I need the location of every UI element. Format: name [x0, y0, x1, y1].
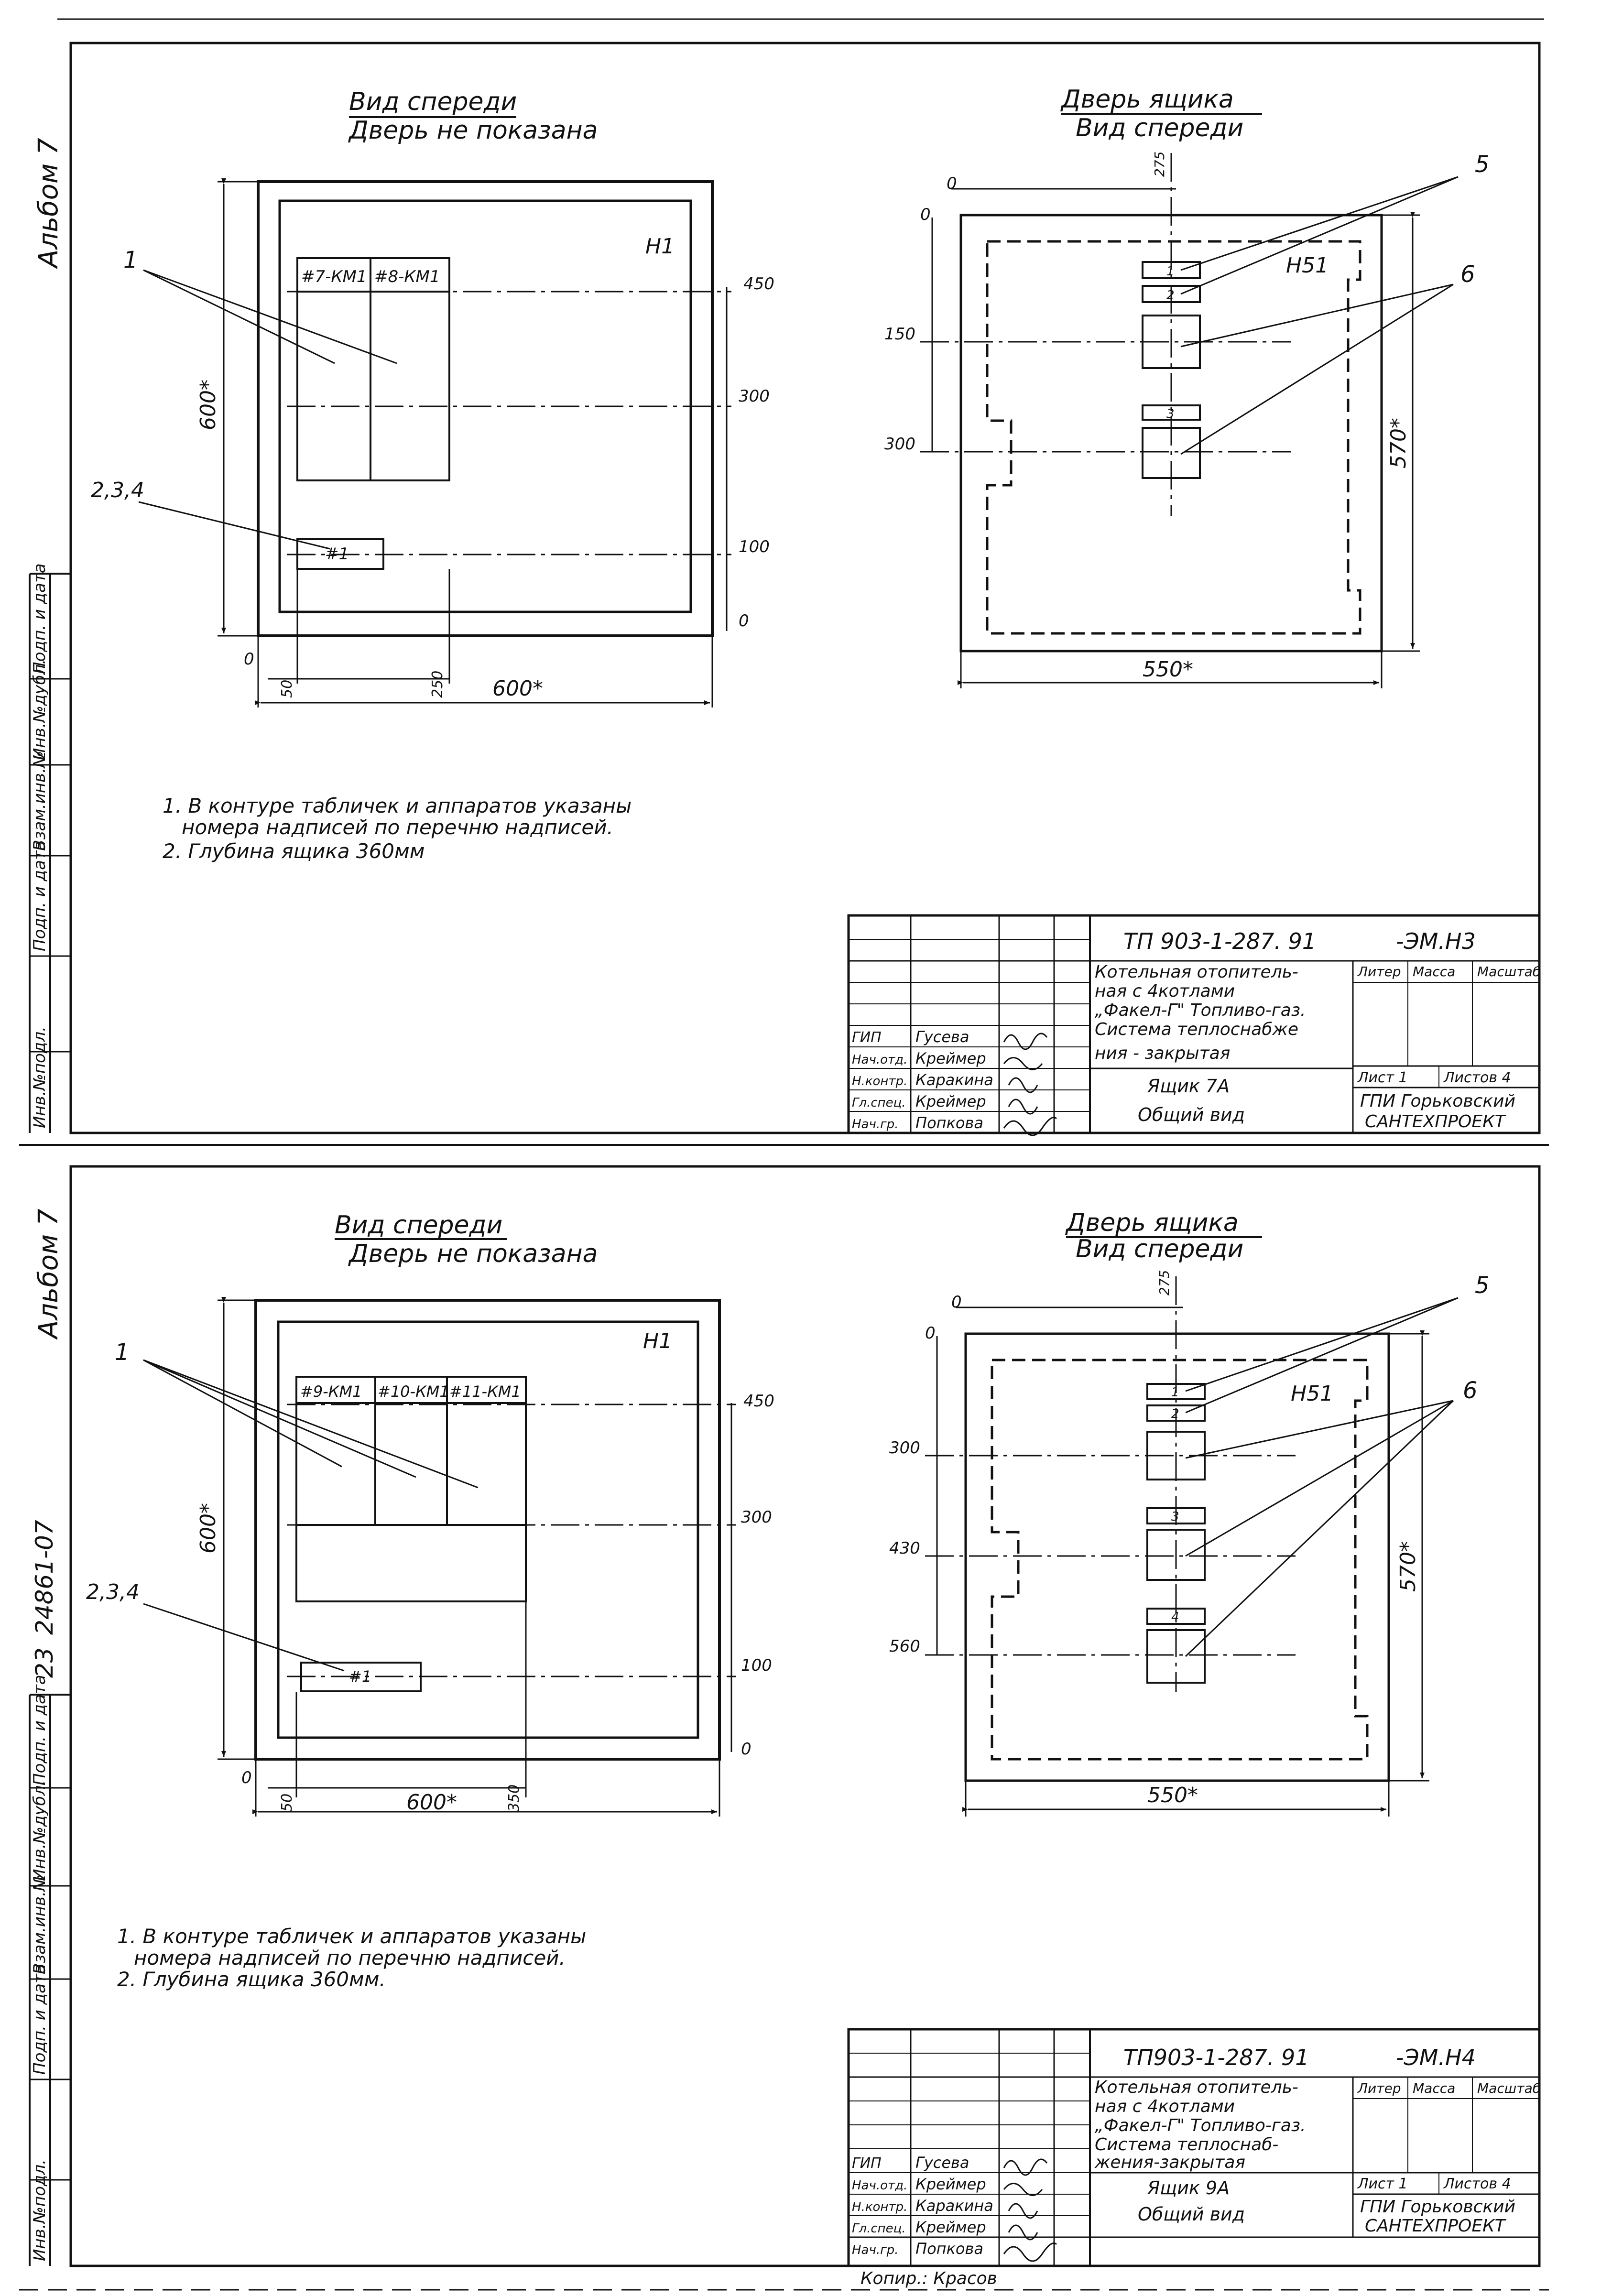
tb-description: ния - закрытая: [1095, 1044, 1231, 1063]
note-line: номера надписей по перечню надписей.: [182, 816, 613, 839]
tb-org: САНТЕХПРОЕКТ: [1365, 2216, 1505, 2236]
signature-scribble: [1004, 2243, 1056, 2262]
dim-label: 450: [743, 274, 774, 294]
door-plate-label: 1: [1166, 264, 1175, 279]
dim-label-50: 50: [279, 679, 295, 698]
sheet-1-frame: [71, 43, 1539, 1133]
tb-role: Гл.спец.: [852, 2221, 906, 2236]
dim-label-width: 550*: [1143, 657, 1193, 682]
dim-label-350: 350: [506, 1784, 523, 1812]
dim-label-height: 600*: [196, 1503, 220, 1554]
tb-name: Креймер: [915, 2175, 986, 2193]
notes-block: [117, 1925, 586, 1991]
sheet-2-frame: [71, 1166, 1539, 2266]
margin-label: Подп. и дата: [30, 1675, 49, 1785]
plate-label: #9-КМ1: [300, 1382, 362, 1401]
tb-description: Система теплоснаб-: [1095, 2135, 1279, 2155]
tb-sheet-name: Ящик 7А: [1147, 1076, 1230, 1097]
note-line: 2. Глубина ящика 360мм.: [117, 1968, 386, 1991]
cabinet-outer: [258, 182, 712, 636]
notes-block: [163, 794, 632, 863]
margin-label: Взам.инв.№: [30, 1874, 49, 1974]
signature-scribble: [1004, 2184, 1042, 2196]
tb-role: Нач.гр.: [852, 1117, 899, 1132]
dim-label-left: 0: [925, 1324, 936, 1343]
sheet-1: [30, 19, 1544, 1135]
tb-org: ГПИ Горьковский: [1360, 1091, 1515, 1111]
door-view-title: Дверь ящика: [1066, 1208, 1239, 1237]
door-plate-label: 2: [1171, 1407, 1179, 1421]
margin-label: Инв.№дубл.: [30, 659, 49, 760]
tb-name: Каракина: [915, 1071, 993, 1089]
note-line: 1. В контуре табличек и аппаратов указаны: [163, 794, 632, 817]
archive-page: 23: [31, 1647, 58, 1678]
dim-label-top: 275: [1152, 151, 1167, 177]
note-line: номера надписей по перечню надписей.: [134, 1946, 566, 1970]
dim-label-top: 275: [1156, 1270, 1172, 1295]
tb-code: ТП903-1-287. 91: [1123, 2045, 1309, 2070]
small-plate-label: #1: [325, 544, 349, 564]
margin-label: Подп. и дата: [30, 1964, 49, 2075]
dim-label-top-zero: 0: [947, 174, 957, 193]
dim-label-left: 0: [920, 205, 931, 224]
margin-label: Инв.№подл.: [30, 2159, 49, 2261]
copier-note: Копир.: Красов: [860, 2269, 997, 2288]
door-plate-label: 2: [1166, 288, 1175, 303]
tb-description: ная с 4котлами: [1095, 981, 1235, 1001]
tb-name: Креймер: [915, 1092, 986, 1110]
dim-label-height: 570*: [1396, 1541, 1420, 1592]
dim-label-250: 250: [429, 670, 446, 698]
door-view-subtitle: Вид спереди: [1076, 1235, 1244, 1263]
tb-massa: Масса: [1413, 964, 1456, 979]
side-album-label: Альбом 7: [33, 138, 64, 268]
tb-role: Нач.гр.: [852, 2243, 899, 2257]
door-plate-label: 1: [1171, 1385, 1179, 1400]
tb-role: Н.контр.: [852, 2200, 908, 2214]
tb-name: Попкова: [915, 2240, 983, 2258]
dim-label-50: 50: [279, 1793, 295, 1812]
tb-code: ТП 903-1-287. 91: [1123, 928, 1317, 954]
tb-litera: Литер: [1358, 964, 1401, 979]
margin-label: Инв.№подл.: [30, 1026, 49, 1128]
dim-label-zero: 0: [241, 1768, 252, 1787]
side-album-label: Альбом 7: [33, 1208, 64, 1338]
dim-label-left: 300: [884, 435, 915, 454]
dim-label: 450: [743, 1392, 774, 1411]
tb-role: Н.контр.: [852, 1074, 908, 1088]
dim-label: 100: [741, 1656, 772, 1675]
door-view: [884, 85, 1490, 688]
tb-code-suffix: -ЭМ.Н4: [1396, 2045, 1476, 2070]
dim-label-left: 560: [889, 1637, 920, 1656]
tb-masshtab: Масштаб: [1477, 2080, 1541, 2096]
tb-litera: Литер: [1358, 2080, 1401, 2096]
plate-group: [296, 1377, 526, 1601]
leader-line: [143, 1360, 478, 1488]
dim-label-left: 430: [889, 1539, 920, 1558]
dim-label-zero: 0: [244, 650, 254, 669]
tb-name: Попкова: [915, 1114, 983, 1132]
door-plate-label: 4: [1171, 1610, 1179, 1624]
tb-description: „Факел-Г" Топливо-газ.: [1095, 2116, 1306, 2135]
title-block: [849, 2029, 1541, 2266]
plate-label: #10-КМ1: [378, 1382, 449, 1401]
leader-line: [139, 502, 330, 549]
leader-label-234: 2,3,4: [91, 478, 144, 502]
leader-line: [1186, 1401, 1453, 1556]
tb-role: Нач.отд.: [852, 2178, 908, 2193]
leader-line: [143, 1604, 344, 1671]
door-view: [889, 1208, 1490, 1817]
dim-label-top-zero: 0: [951, 1293, 962, 1312]
door-view-title: Дверь ящика: [1061, 85, 1234, 114]
tb-role: Нач.отд.: [852, 1053, 908, 1067]
dim-label-left: 300: [889, 1438, 920, 1458]
tb-massa: Масса: [1413, 2080, 1456, 2096]
dim-label: 0: [741, 1740, 751, 1759]
leader-label-5: 5: [1475, 1272, 1490, 1299]
tb-description: Котельная отопитель-: [1095, 962, 1298, 982]
tb-role: Гл.спец.: [852, 1096, 906, 1110]
tb-listov: Листов 4: [1444, 1069, 1511, 1086]
tb-description: „Факел-Г" Топливо-газ.: [1095, 1001, 1306, 1020]
front-view-title: Вид спереди: [335, 1211, 503, 1240]
leader-label-1: 1: [115, 1339, 130, 1366]
margin-label: Подп. и дата: [30, 563, 49, 674]
tb-sheet-name: Ящик 9А: [1147, 2177, 1230, 2198]
front-view-subtitle: Дверь не показана: [349, 1240, 598, 1268]
leader-label-234: 2,3,4: [86, 1580, 140, 1604]
tb-name: Креймер: [915, 2218, 986, 2236]
door-plate-label: 3: [1171, 1510, 1179, 1524]
tb-list: Лист 1: [1358, 1069, 1408, 1086]
tb-listov: Листов 4: [1444, 2176, 1511, 2192]
plate-label: #7-КМ1: [301, 267, 367, 286]
tb-name: Каракина: [915, 2197, 993, 2215]
leader-line: [1186, 1298, 1458, 1391]
archive-number: 24861-07: [31, 1520, 58, 1635]
leader-line: [1186, 1401, 1453, 1458]
plate-label: #8-КМ1: [374, 267, 440, 286]
dim-label-width: 600*: [406, 1790, 457, 1815]
tb-name: Креймер: [915, 1049, 986, 1067]
leader-label-6: 6: [1460, 261, 1475, 288]
tb-code-suffix: -ЭМ.Н3: [1396, 928, 1476, 954]
dim-label-height: 570*: [1386, 418, 1411, 468]
tb-name: Гусева: [915, 2154, 969, 2172]
leader-label-5: 5: [1475, 151, 1490, 178]
tb-description: Система теплоснабже: [1095, 1020, 1298, 1039]
margin-label: Инв.№дубл.: [30, 1780, 49, 1881]
dim-label-width: 550*: [1147, 1783, 1198, 1807]
leader-label-1: 1: [123, 247, 138, 273]
front-view-title: Вид спереди: [349, 87, 517, 116]
margin-label: Подп. и дата: [30, 840, 49, 951]
tb-list: Лист 1: [1358, 2176, 1408, 2192]
dim-label-left: 150: [884, 325, 915, 344]
tb-role: ГИП: [852, 1029, 882, 1046]
dim-label: 300: [739, 387, 770, 406]
tb-org: САНТЕХПРОЕКТ: [1365, 1112, 1505, 1132]
tb-masshtab: Масштаб: [1477, 964, 1541, 979]
dim-label-width: 600*: [492, 676, 543, 701]
dim-label: 300: [741, 1508, 772, 1527]
signature-scribble: [1004, 1058, 1042, 1070]
note-line: 2. Глубина ящика 360мм: [163, 839, 425, 863]
front-view: [91, 87, 774, 707]
dim-label: 0: [739, 611, 749, 631]
tb-role: ГИП: [852, 2155, 882, 2172]
plate-label: #11-КМ1: [449, 1382, 521, 1401]
door-plate-label: 3: [1166, 407, 1175, 421]
tb-sheet-name: Общий вид: [1138, 2204, 1245, 2225]
tb-description: Котельная отопитель-: [1095, 2078, 1298, 2097]
panel-label: Н1: [645, 234, 675, 259]
door-panel-label: Н51: [1291, 1382, 1334, 1406]
door-panel-label: Н51: [1286, 253, 1329, 278]
dim-label-height: 600*: [196, 380, 220, 430]
panel-label: Н1: [643, 1329, 673, 1353]
margin-label: Взам.инв.№: [30, 751, 49, 851]
tb-name: Гусева: [915, 1028, 969, 1046]
title-block: [849, 915, 1541, 1135]
sheet-2: [19, 1166, 1549, 2290]
tb-description: жения-закрытая: [1095, 2153, 1246, 2172]
note-line: 1. В контуре табличек и аппаратов указаны: [117, 1925, 587, 1948]
tb-sheet-name: Общий вид: [1138, 1104, 1245, 1125]
front-view-subtitle: Дверь не показана: [349, 116, 598, 145]
leader-line: [1186, 1401, 1453, 1656]
small-plate-label: #1: [349, 1667, 372, 1686]
dim-label: 100: [739, 537, 770, 556]
tb-description: ная с 4котлами: [1095, 2097, 1235, 2116]
door-view-subtitle: Вид спереди: [1076, 114, 1244, 142]
leader-label-6: 6: [1463, 1377, 1478, 1404]
tb-org: ГПИ Горьковский: [1360, 2197, 1515, 2217]
front-view: [86, 1211, 774, 1817]
